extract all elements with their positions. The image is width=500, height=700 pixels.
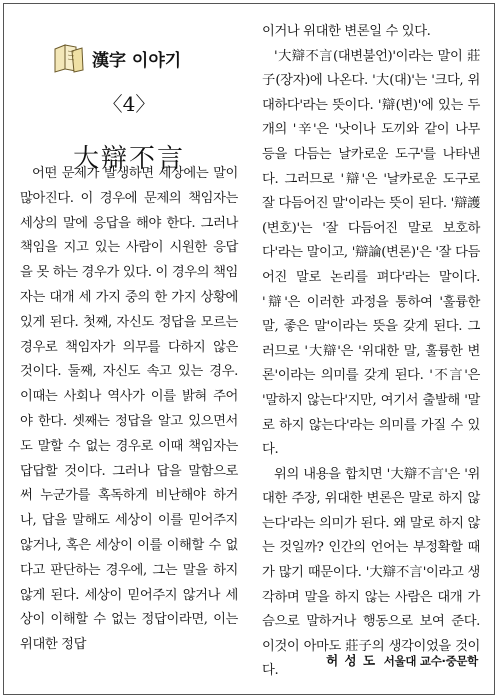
author-affiliation: 서울대 교수·중문학: [383, 654, 478, 668]
right-paragraph-1: 이거나 위대한 변론일 수 있다.: [262, 24, 431, 39]
books-icon: [52, 41, 86, 75]
left-paragraph: 어떤 문제가 발생하면 세상에는 말이 많아진다. 이 경우에 문제의 책임자는 세상의 말에 응답을 해야 한다. 그러나 책임을 지고 있는 사람이 시원한 응답을 못 하는 경우가 있다. 이 경우의 책임자는 대개 세 가지 중의 한 가지 상황에 있게 된다. 첫째, 자신도 정답을 모르는 경우로 책임자가 의무를 다하지 않은 것이다. 둘째, 자신도 속고 있는 경우. 이때는 사회나 역사가 이를 밝혀 주어야 한다. 셋째는 정답을 알고 있으면서도 말할 수 없는 경우로 이때 책임자는 답답할 것이다. 그러나 답을 말함으로써 누군가를 혹독하게 비난해야 하거나, 답을 말해도 세상이 이를 믿어주지 않거나, 혹은 세상이 이를 이해할 수 없다고 판단하는 경우에, 그는 말을 하지 않게 된다. 세상이 믿어주지 않거나 세상이 이해할 수 없는 정답이라면, 이는 위대한 정답: [20, 166, 238, 653]
headline: 大辯不言: [72, 144, 185, 174]
series-title: 漢字 이야기: [92, 50, 182, 71]
right-paragraph-3: 위의 내용을 합치면 '大辯不言'은 '위대한 주장, 위대한 변론은 말로 하지 않는다'라는 의미가 된다. 왜 말로 하지 않는 것일까? 인간의 언어는 부정확할 때가 많기 때문이다. '大辯不言'이라고 생각하며 말을 하지 않는 사람은 대개 가슴으로 말하거나 행동으로 보여 준다. 이것이 아마도 莊子의 생각이었을 것이다.: [262, 466, 480, 679]
right-column: [262, 20, 480, 684]
author-name: 허 성 도: [326, 653, 377, 668]
episode-number: 〈4〉: [102, 92, 156, 116]
right-paragraph-2: '大辯不言(대변불언)'이라는 말이 莊子(장자)에 나온다. '大(대)'는 '크다, 위대하다'라는 뜻이다. '辯(변)'에 있는 두 개의 '辛'은 '낫이나 도끼와 같이 나무 등을 다듬는 날카로운 도구'를 나타낸다. 그러므로 '辯'은 '날카로운 도구로 잘 다듬어진 말'이라는 뜻이 된다. '辯護(변호)'는 '잘 다듬어진 말로 보호하다'라는 말이고, '辯論(변론)'은 '잘 다듬어진 말로 논리를 펴다'라는 말이다. '辯'은 이러한 과정을 통하여 '훌륭한 말, 좋은 말'이라는 뜻을 갖게 된다. 그러므로 '大辯'은 '위대한 말, 훌륭한 변론'이라는 의미를 갖게 된다. '不言'은 '말하지 않는다'지만, 여기서 출발해 '말로 하지 않는다'라는 의미를 가질 수 있다.: [262, 48, 480, 458]
left-column: [20, 162, 238, 658]
byline: [326, 651, 478, 669]
series-label: [52, 38, 181, 78]
